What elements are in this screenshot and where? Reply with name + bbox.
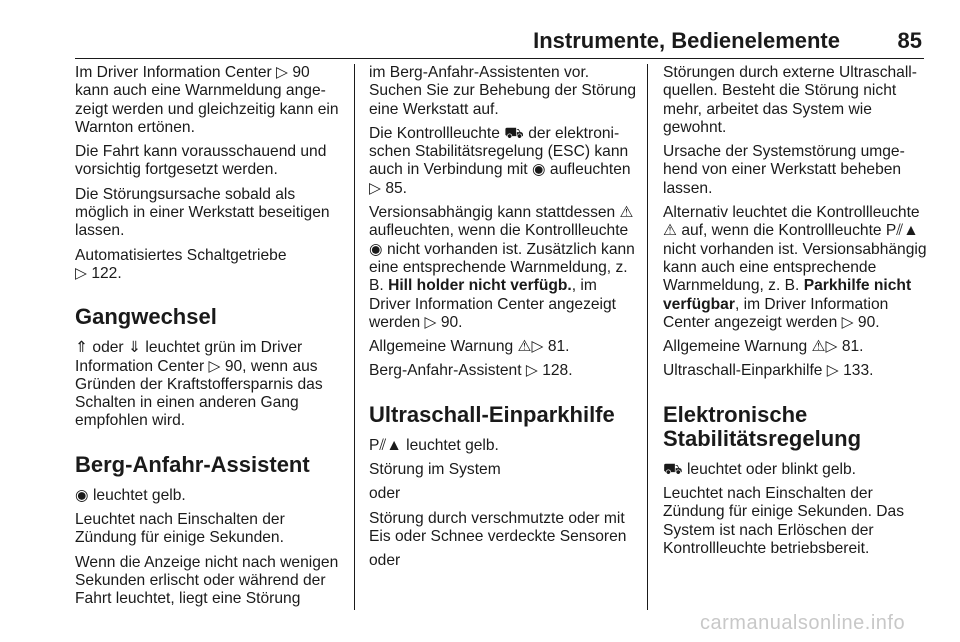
- paragraph: Leuchtet nach Einschalten der Zündung für einige Sekunden.: [75, 511, 285, 547]
- watermark: carmanualsonline.info: [700, 612, 906, 634]
- text: leuchtet gelb.: [88, 486, 186, 504]
- warning-icon: ⚠: [619, 204, 634, 222]
- text: oder: [88, 339, 128, 357]
- section-heading: Berg-Anfahr-Assistent: [75, 451, 310, 477]
- arrow-icon: ▷: [525, 362, 538, 380]
- paragraph: Störungen durch externe Ultraschallquellen. Besteht die Störung nicht mehr, arbeitet das System wie gewohnt.: [663, 64, 917, 136]
- section-heading: Gangwechsel: [75, 304, 217, 330]
- text: 122.: [87, 264, 122, 282]
- text: 81.: [543, 338, 570, 356]
- text: 85.: [381, 179, 408, 197]
- text: nicht vorhanden ist. Versionsabhängig kann auch eine entsprechende Warnmeldung, z. B.: [663, 240, 927, 295]
- hill-hold-icon: ◉: [531, 161, 546, 179]
- section-heading: Ultraschall-Einparkhilfe: [369, 401, 615, 427]
- warning-icon: ⚠: [811, 338, 826, 356]
- paragraph: Wenn die Anzeige nicht nach wenigen Sekunden erlischt oder während der Fahrt leuchtet, liegt eine Störung: [75, 553, 339, 608]
- text: 90.: [853, 313, 880, 331]
- park-assist-icon: P⫽▲: [885, 222, 919, 240]
- text: Die Kontrollleuchte: [369, 124, 505, 142]
- text: Allgemeine Warnung: [663, 338, 812, 356]
- page-title: Instrumente, Bedienelemente: [533, 28, 840, 53]
- column-2: [369, 64, 639, 577]
- paragraph: oder: [369, 552, 401, 570]
- text: aufleuchten: [545, 161, 631, 179]
- arrow-icon: ▷: [531, 338, 544, 356]
- bold-text: Parkhilfe nicht verfügbar: [663, 277, 912, 313]
- text: leuchtet gelb.: [401, 436, 499, 454]
- text: 128.: [537, 362, 573, 380]
- arrow-icon: ▷: [826, 362, 839, 380]
- paragraph: [369, 125, 639, 198]
- column-divider-1: [354, 64, 355, 610]
- arrow-icon: ▷: [841, 313, 854, 331]
- paragraph: [663, 362, 933, 380]
- text: leuchtet oder blinkt gelb.: [682, 460, 856, 478]
- text: 90, wenn aus Gründen der Kraftstoffersparnis das Schalten in einen anderen Gang empfohlen wird.: [75, 357, 323, 430]
- text: Versionsabhängig kann stattdessen: [369, 204, 620, 222]
- hill-hold-icon: ◉: [369, 240, 383, 258]
- text: 81.: [837, 338, 864, 356]
- paragraph: [369, 437, 639, 455]
- paragraph: Störung durch verschmutzte oder mit Eis oder Schnee verdeckte Sensoren: [369, 509, 627, 545]
- shift-up-icon: ⇑: [75, 339, 89, 357]
- text: , im Driver Information Center angezeigt werden: [369, 277, 617, 331]
- paragraph: [75, 487, 347, 505]
- esc-icon: ⛟: [504, 124, 524, 142]
- bold-text: Hill holder nicht verfügb.: [388, 277, 572, 295]
- text: Alternativ leuchtet die Kontrollleuchte: [663, 204, 920, 222]
- text: der elektronischen Stabilitätsregelung (ESC) kann auch in Verbindung mit: [369, 124, 629, 179]
- paragraph: Ursache der Systemstörung umgehend von einer Werkstatt beheben lassen.: [663, 143, 905, 197]
- text: Berg-Anfahr-Assistent: [369, 362, 526, 380]
- page-header: [0, 0, 960, 56]
- page-number: 85: [897, 28, 922, 53]
- text: Im Driver Information Center: [75, 64, 277, 81]
- warning-icon: ⚠: [517, 338, 532, 356]
- column-divider-2: [647, 64, 648, 610]
- text: Automatisiertes Schaltgetriebe: [75, 246, 287, 264]
- column-1: [75, 64, 347, 615]
- paragraph: [663, 338, 933, 356]
- text: 90.: [436, 313, 463, 331]
- paragraph: [369, 362, 639, 380]
- paragraph: [663, 461, 933, 479]
- park-assist-icon: P⫽▲: [369, 436, 402, 454]
- text: , im Driver Information Center angezeigt werden: [663, 295, 889, 331]
- paragraph: oder: [369, 485, 401, 503]
- paragraph: im Berg-Anfahr-Assistenten vor. Suchen Sie zur Behebung der Störung eine Werkstatt auf.: [369, 64, 637, 118]
- shift-down-icon: ⇓: [127, 339, 142, 357]
- paragraph: Die Fahrt kann vorausschauend und vorsichtig fortgesetzt werden.: [75, 143, 327, 179]
- arrow-icon: ▷: [276, 64, 289, 81]
- text: leuchtet grün im Driver Information Center: [75, 339, 303, 375]
- paragraph: [75, 64, 347, 137]
- hill-hold-icon: ◉: [75, 486, 89, 504]
- paragraph: [75, 247, 347, 284]
- arrow-icon: ▷: [208, 357, 221, 375]
- text: Ultraschall-Einparkhilfe: [663, 362, 827, 380]
- warning-icon: ⚠: [663, 222, 677, 240]
- paragraph: [663, 204, 933, 332]
- section-heading: Elektronische Stabilitätsregelung: [663, 401, 862, 451]
- text: aufleuchten, wenn die Kontrollleuchte: [369, 222, 629, 240]
- text: auf, wenn die Kontrollleuchte: [676, 222, 886, 240]
- arrow-icon: ▷: [825, 338, 838, 356]
- paragraph: Störung im System: [369, 461, 501, 479]
- text: Allgemeine Warnung: [369, 338, 518, 356]
- esc-icon: ⛟: [663, 460, 683, 478]
- paragraph: [369, 204, 639, 332]
- header-rule: [75, 58, 924, 59]
- column-3: [663, 64, 933, 564]
- arrow-icon: ▷: [369, 179, 381, 197]
- paragraph: [75, 339, 347, 430]
- text: nicht vorhanden ist. Zusätzlich kann eine entsprechende Warnmeldung, z. B.: [369, 240, 635, 295]
- arrow-icon: ▷: [75, 264, 87, 282]
- text: 90 kann auch eine Warnmeldung angezeigt werden und gleichzeitig kann ein Warnton ertönen.: [75, 64, 339, 136]
- paragraph: [369, 338, 639, 356]
- arrow-icon: ▷: [424, 313, 437, 331]
- paragraph: Leuchtet nach Einschalten der Zündung für einige Sekunden. Das System ist nach Erlöschen der Kontrollleuchte betriebsbereit.: [663, 485, 905, 557]
- paragraph: Die Störungsursache sobald als möglich in einer Werkstatt beseitigen lassen.: [75, 185, 330, 240]
- text: 133.: [838, 362, 874, 380]
